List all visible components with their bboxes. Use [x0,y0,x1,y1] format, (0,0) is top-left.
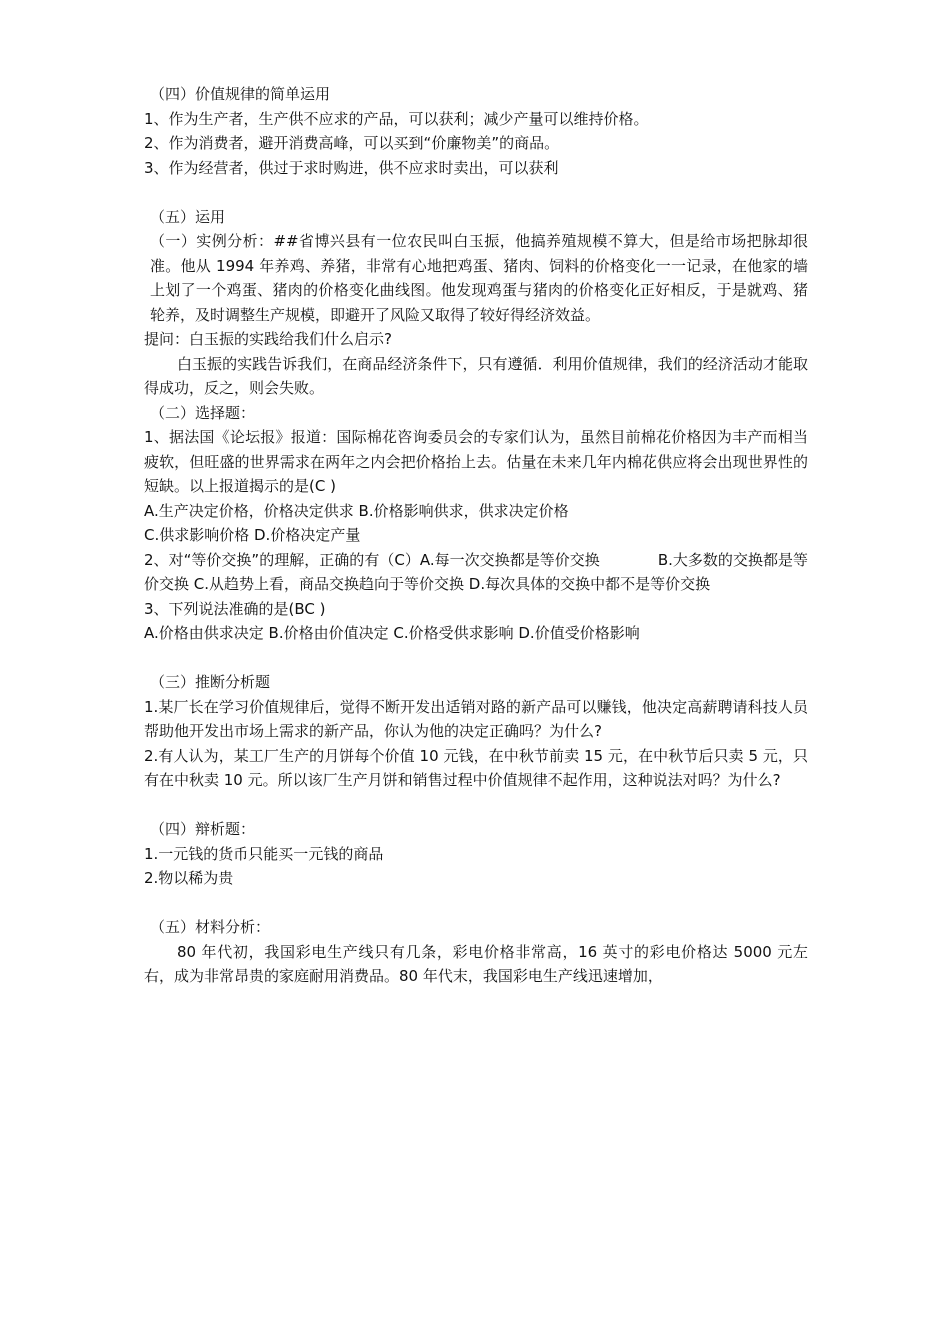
choice-question-2 [144,548,808,597]
discrimination-heading: （四）辩析题： [150,820,256,838]
inference-question-1: 1.某厂长在学习价值规律后，觉得不断开发出适销对路的新产品可以赚钱，他决定高薪聘请科技人员帮助他开发出市场上需求的新产品，你认为他的决定正确吗？为什么? [144,697,808,740]
spacer [144,891,808,916]
spacer [144,646,808,671]
case-question: 提问：白玉振的实践给我们什么启示? [144,330,392,348]
choice-heading: （二）选择题： [150,403,256,422]
discrimination-question-2: 2.物以稀为贵 [144,869,234,887]
discrimination-question-1: 1.一元钱的货币只能买一元钱的商品 [144,844,384,863]
material-paragraph: 80 年代初，我国彩电生产线只有几条，彩电价格非常高，16 英寸的彩电价格达 5000 元左右，成为非常昂贵的家庭耐用消费品。80 年代末，我国彩电生产线迅速增加， [144,942,808,985]
section-heading-application: （五）运用 [150,207,226,226]
choice-question-2-part: B.大多数的交换都是等价交换 C.从趋势上看，商品交换趋向于等价交换 D.每次具体的交换中都不是等价交换 [144,550,809,593]
inference-question-2: 2.有人认为，某工厂生产的月饼每个价值 10 元钱，在中秋节前卖 15 元，在中秋节后只卖 5 元，只有在中秋卖 10 元。所以该厂生产月饼和销售过程中价值规律不起作用，这种说法对吗？为什么? [144,746,808,789]
choice-question-1-options: C.供求影响价格 D.价格决定产量 [144,526,361,544]
list-item: 2、作为消费者，避开消费高峰，可以买到“价廉物美”的商品。 [144,134,560,152]
choice-question-3-options: A.价格由供求决定 B.价格由价值决定 C.价格受供求影响 D.价值受价格影响 [144,624,640,642]
list-item: 1、作为生产者，生产供不应求的产品，可以获利；减少产量可以维持价格。 [144,109,649,128]
document-page [144,82,808,989]
choice-question-1-options: A.生产决定价格，价格决定供求 B.价格影响供求，供求决定价格 [144,501,569,520]
choice-question-2-part: 2、对“等价交换”的理解，正确的有（C）A.每一次交换都是等价交换 [144,550,600,569]
spacer [144,180,808,205]
case-analysis-paragraph: （一）实例分析：##省博兴县有一位农民叫白玉振，他搞养殖规模不算大，但是给市场把脉却很准。他从 1994 年养鸡、养猪，非常有心地把鸡蛋、猪肉、饲料的价格变化一一记录，在他家的墙上划了一个鸡蛋、猪肉的价格变化曲线图。他发现鸡蛋与猪肉的价格变化正好相反，于是就鸡、猪轮养，及时调整生产规模，即避开了风险又取得了较好得经济效益。 [150,232,808,324]
material-heading: （五）材料分析： [150,918,271,936]
case-answer: 白玉振的实践告诉我们，在商品经济条件下，只有遵循．利用价值规律，我们的经济活动才能取得成功，反之，则会失败。 [144,354,808,397]
choice-question-1: 1、据法国《论坛报》报道：国际棉花咨询委员会的专家们认为，虽然目前棉花价格因为丰产而相当疲软，但旺盛的世界需求在两年之内会把价格抬上去。估量在未来几年内棉花供应将会出现世界性的短缺。以上报道揭示的是(C ) [144,428,808,495]
inference-heading: （三）推断分析题 [150,673,271,691]
section-heading-value-law-application: （四）价值规律的简单运用 [150,85,331,103]
spacer [144,793,808,818]
choice-question-3: 3、下列说法准确的是(BC ) [144,599,326,618]
list-item: 3、作为经营者，供过于求时购进，供不应求时卖出，可以获利 [144,158,559,177]
